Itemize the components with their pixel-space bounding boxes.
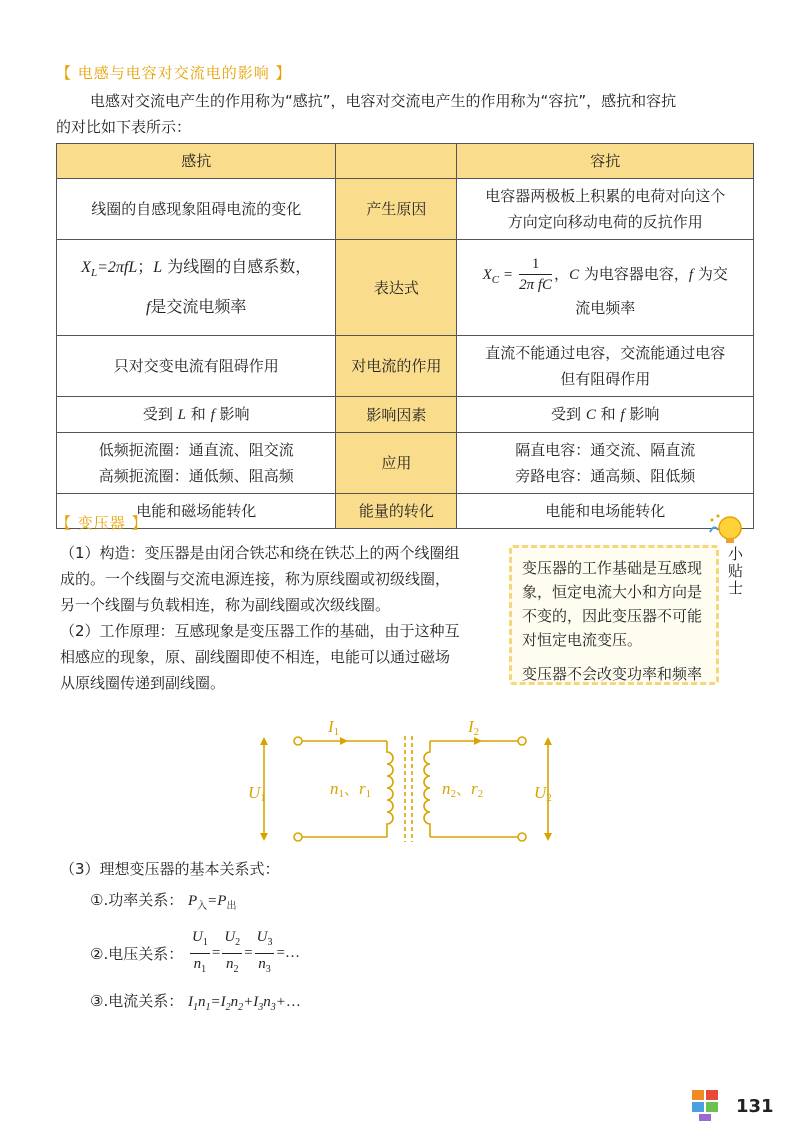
fraction-num: $U_3$ <box>255 927 275 954</box>
u1-arrow-bottom <box>260 833 268 841</box>
cell-text: 为线圈的自感系数， <box>167 256 312 276</box>
cell-text: 高频扼流圈：通低频、阻高频 <box>98 467 294 485</box>
cell-factor-label: 影响因素 <box>336 397 457 433</box>
u2-arrow-top <box>544 737 552 745</box>
para-line: 另一个线圈与负载相连，称为副线圈或次级线圈。 <box>60 596 391 614</box>
logo-icon <box>690 1088 722 1122</box>
voltage-relation <box>90 927 300 980</box>
u1-arrow-top <box>260 737 268 745</box>
cell-text: 影响 <box>219 405 250 423</box>
fraction-den: $n_3$ <box>258 956 271 975</box>
equals-sign: = <box>211 945 221 961</box>
fraction-u3-n3 <box>255 927 275 980</box>
var-C: C <box>569 267 580 283</box>
para-line: （2）工作原理：互感现象是变压器工作的基础，由于这种互 <box>60 622 460 640</box>
var-L: L <box>153 258 163 276</box>
comparison-table <box>56 143 754 529</box>
para-line: （1）构造：变压器是由闭合铁芯和绕在铁芯上的两个线圈组 <box>60 544 460 562</box>
cell-text: 直流不能通过电容，交流能通过电容 <box>485 344 726 362</box>
table-row <box>57 494 754 529</box>
var-C: C <box>585 407 596 423</box>
cell-energy-inductive: 电能和磁场能转化 <box>57 494 336 529</box>
cell-effect-capacitive <box>457 336 754 397</box>
terminal-bottom-right <box>518 833 526 841</box>
table-row <box>57 397 754 433</box>
label-n2-r2: n2、r2 <box>442 779 484 800</box>
section-heading-inductance: 【 电感与电容对交流电的影响 】 <box>56 64 292 82</box>
cell-text: 影响 <box>629 405 660 423</box>
label-U1: U1 <box>248 783 266 804</box>
tip-label: 小贴士 <box>728 545 744 597</box>
cell-text: 隔直电容：通交流、隔直流 <box>515 441 696 459</box>
cell-expr-capacitive: $X_C$ = $\frac{1}{\text{2π fC}}$ ，C 为电容器电容，f 为交 流电频率 <box>457 240 754 336</box>
cell-app-capacitive <box>457 433 754 494</box>
equals-sign: = <box>276 945 285 961</box>
cell-expr-inductive: $X_L=2\pi fL$；L 为线圈的自感系数， f是交流电频率 <box>57 240 336 336</box>
cell-text: 电容器两极板上积累的电荷对向这个 <box>485 187 726 205</box>
fraction-den: $n_1$ <box>193 956 207 975</box>
para-line: 从原线圈传递到副线圈。 <box>60 674 226 692</box>
i1-arrow-head <box>340 737 348 745</box>
fraction-u2-n2 <box>222 927 242 980</box>
var-f: f <box>210 407 215 423</box>
header-inductive: 感抗 <box>57 144 336 179</box>
power-label: ①.功率关系： <box>90 891 184 909</box>
cell-effect-inductive: 只对交变电流有阻碍作用 <box>57 336 336 397</box>
table-row <box>57 240 754 336</box>
cell-factor-inductive <box>57 397 336 433</box>
tip-text-1: 变压器的工作基础是互感现象，恒定电流大小和方向是不变的，因此变压器不可能对恒定电流变压。 <box>522 559 703 649</box>
para-line: 相感应的现象，原、副线圈即使不相连，电能可以通过磁场 <box>60 648 451 666</box>
table-row <box>57 433 754 494</box>
terminal-top-right <box>518 737 526 745</box>
section-heading-transformer: 【 变压器 】 <box>56 514 148 532</box>
current-relation <box>90 990 301 1013</box>
var-f: f <box>688 267 694 283</box>
equals-sign: = <box>503 267 513 283</box>
lightbulb-icon <box>706 512 746 546</box>
cell-expr-label: 表达式 <box>336 240 457 336</box>
var-f: f <box>620 407 625 423</box>
construction-paragraph <box>60 540 500 696</box>
cell-text: 低频扼流圈：通直流、阻交流 <box>98 441 294 459</box>
i2-arrow-head <box>474 737 482 745</box>
cell-cause-inductive: 线圈的自感现象阻碍电流的变化 <box>57 179 336 240</box>
fraction-num: $U_2$ <box>222 927 242 954</box>
fraction-u1-n1 <box>190 927 210 980</box>
cell-text: 受到 <box>551 405 582 423</box>
fraction-den: 2π fC <box>519 277 553 293</box>
label-I2: I2 <box>468 717 480 738</box>
cell-text: 为交 <box>697 265 728 283</box>
cell-text: 旁路电容：通高频、阻低频 <box>515 467 696 485</box>
ellipsis: … <box>285 994 301 1010</box>
header-capacitive: 容抗 <box>457 144 754 179</box>
cell-app-inductive <box>57 433 336 494</box>
current-formula: $I_1n_1=I_2n_2+I_3n_3+$ <box>188 994 286 1013</box>
intro-paragraph <box>56 88 756 140</box>
page-number: 131 <box>736 1096 774 1117</box>
cell-text: 和 <box>600 405 616 423</box>
cell-cause-label: 产生原因 <box>336 179 457 240</box>
cell-text: 受到 <box>142 405 173 423</box>
tip-note <box>509 545 719 685</box>
primary-coil <box>387 741 393 837</box>
fraction-den: $n_2$ <box>225 956 239 975</box>
sub-out: 出 <box>226 901 237 912</box>
cell-energy-capacitive: 电能和电场能转化 <box>457 494 754 529</box>
label-n1-r1: n1、r1 <box>330 779 372 800</box>
terminal-bottom-left <box>294 833 302 841</box>
intro-line-1: 电感对交流电产生的作用称为“感抗”，电容对交流电产生的作用称为“容抗”，感抗和容抗 <box>90 92 677 110</box>
header-middle <box>336 144 457 179</box>
power-relation <box>90 889 236 912</box>
var-f: f <box>145 299 151 317</box>
current-label: ③.电流关系： <box>90 992 184 1010</box>
para-line: 成的。一个线圈与交流电源连接，称为原线圈或初级线圈， <box>60 570 451 588</box>
sub-in: 入 <box>197 901 208 912</box>
intro-line-2: 的对比如下表所示： <box>56 118 192 136</box>
formula-xl: $X_L=2\pi fL$ <box>81 258 138 280</box>
cell-cause-capacitive <box>457 179 754 240</box>
label-U2: U2 <box>534 783 552 804</box>
cell-energy-label: 能量的转化 <box>336 494 457 529</box>
fraction-xc <box>519 254 552 295</box>
voltage-label: ②.电压关系： <box>90 945 184 963</box>
var-L: L <box>177 407 186 423</box>
table-row <box>57 179 754 240</box>
u2-arrow-bottom <box>544 833 552 841</box>
cell-app-label: 应用 <box>336 433 457 494</box>
label-I1: I1 <box>328 717 340 738</box>
ellipsis: … <box>284 945 300 961</box>
cell-text: 但有阻碍作用 <box>560 370 651 388</box>
secondary-coil <box>424 741 430 837</box>
power-formula: $P_入=P_出$ <box>188 893 237 912</box>
fraction-num: $U_1$ <box>190 927 210 954</box>
cell-text: 是交流电频率 <box>150 297 247 317</box>
formula-xc: $X_C$ <box>482 267 500 286</box>
relations-heading: （3）理想变压器的基本关系式： <box>60 860 280 878</box>
fraction-num: 1 <box>519 254 552 275</box>
table-header-row <box>57 144 754 179</box>
cell-text: 方向定向移动电荷的反抗作用 <box>507 213 703 231</box>
cell-effect-label: 对电流的作用 <box>336 336 457 397</box>
cell-text: 为电容器电容， <box>583 265 689 283</box>
transformer-diagram <box>246 712 566 852</box>
terminal-top-left <box>294 737 302 745</box>
tip-text-2: 变压器不会改变功率和频率 <box>522 665 703 683</box>
cell-factor-capacitive <box>457 397 754 433</box>
equals-sign: = <box>244 945 253 961</box>
cell-text: 和 <box>190 405 206 423</box>
cell-text: 流电频率 <box>575 299 636 317</box>
table-row <box>57 336 754 397</box>
